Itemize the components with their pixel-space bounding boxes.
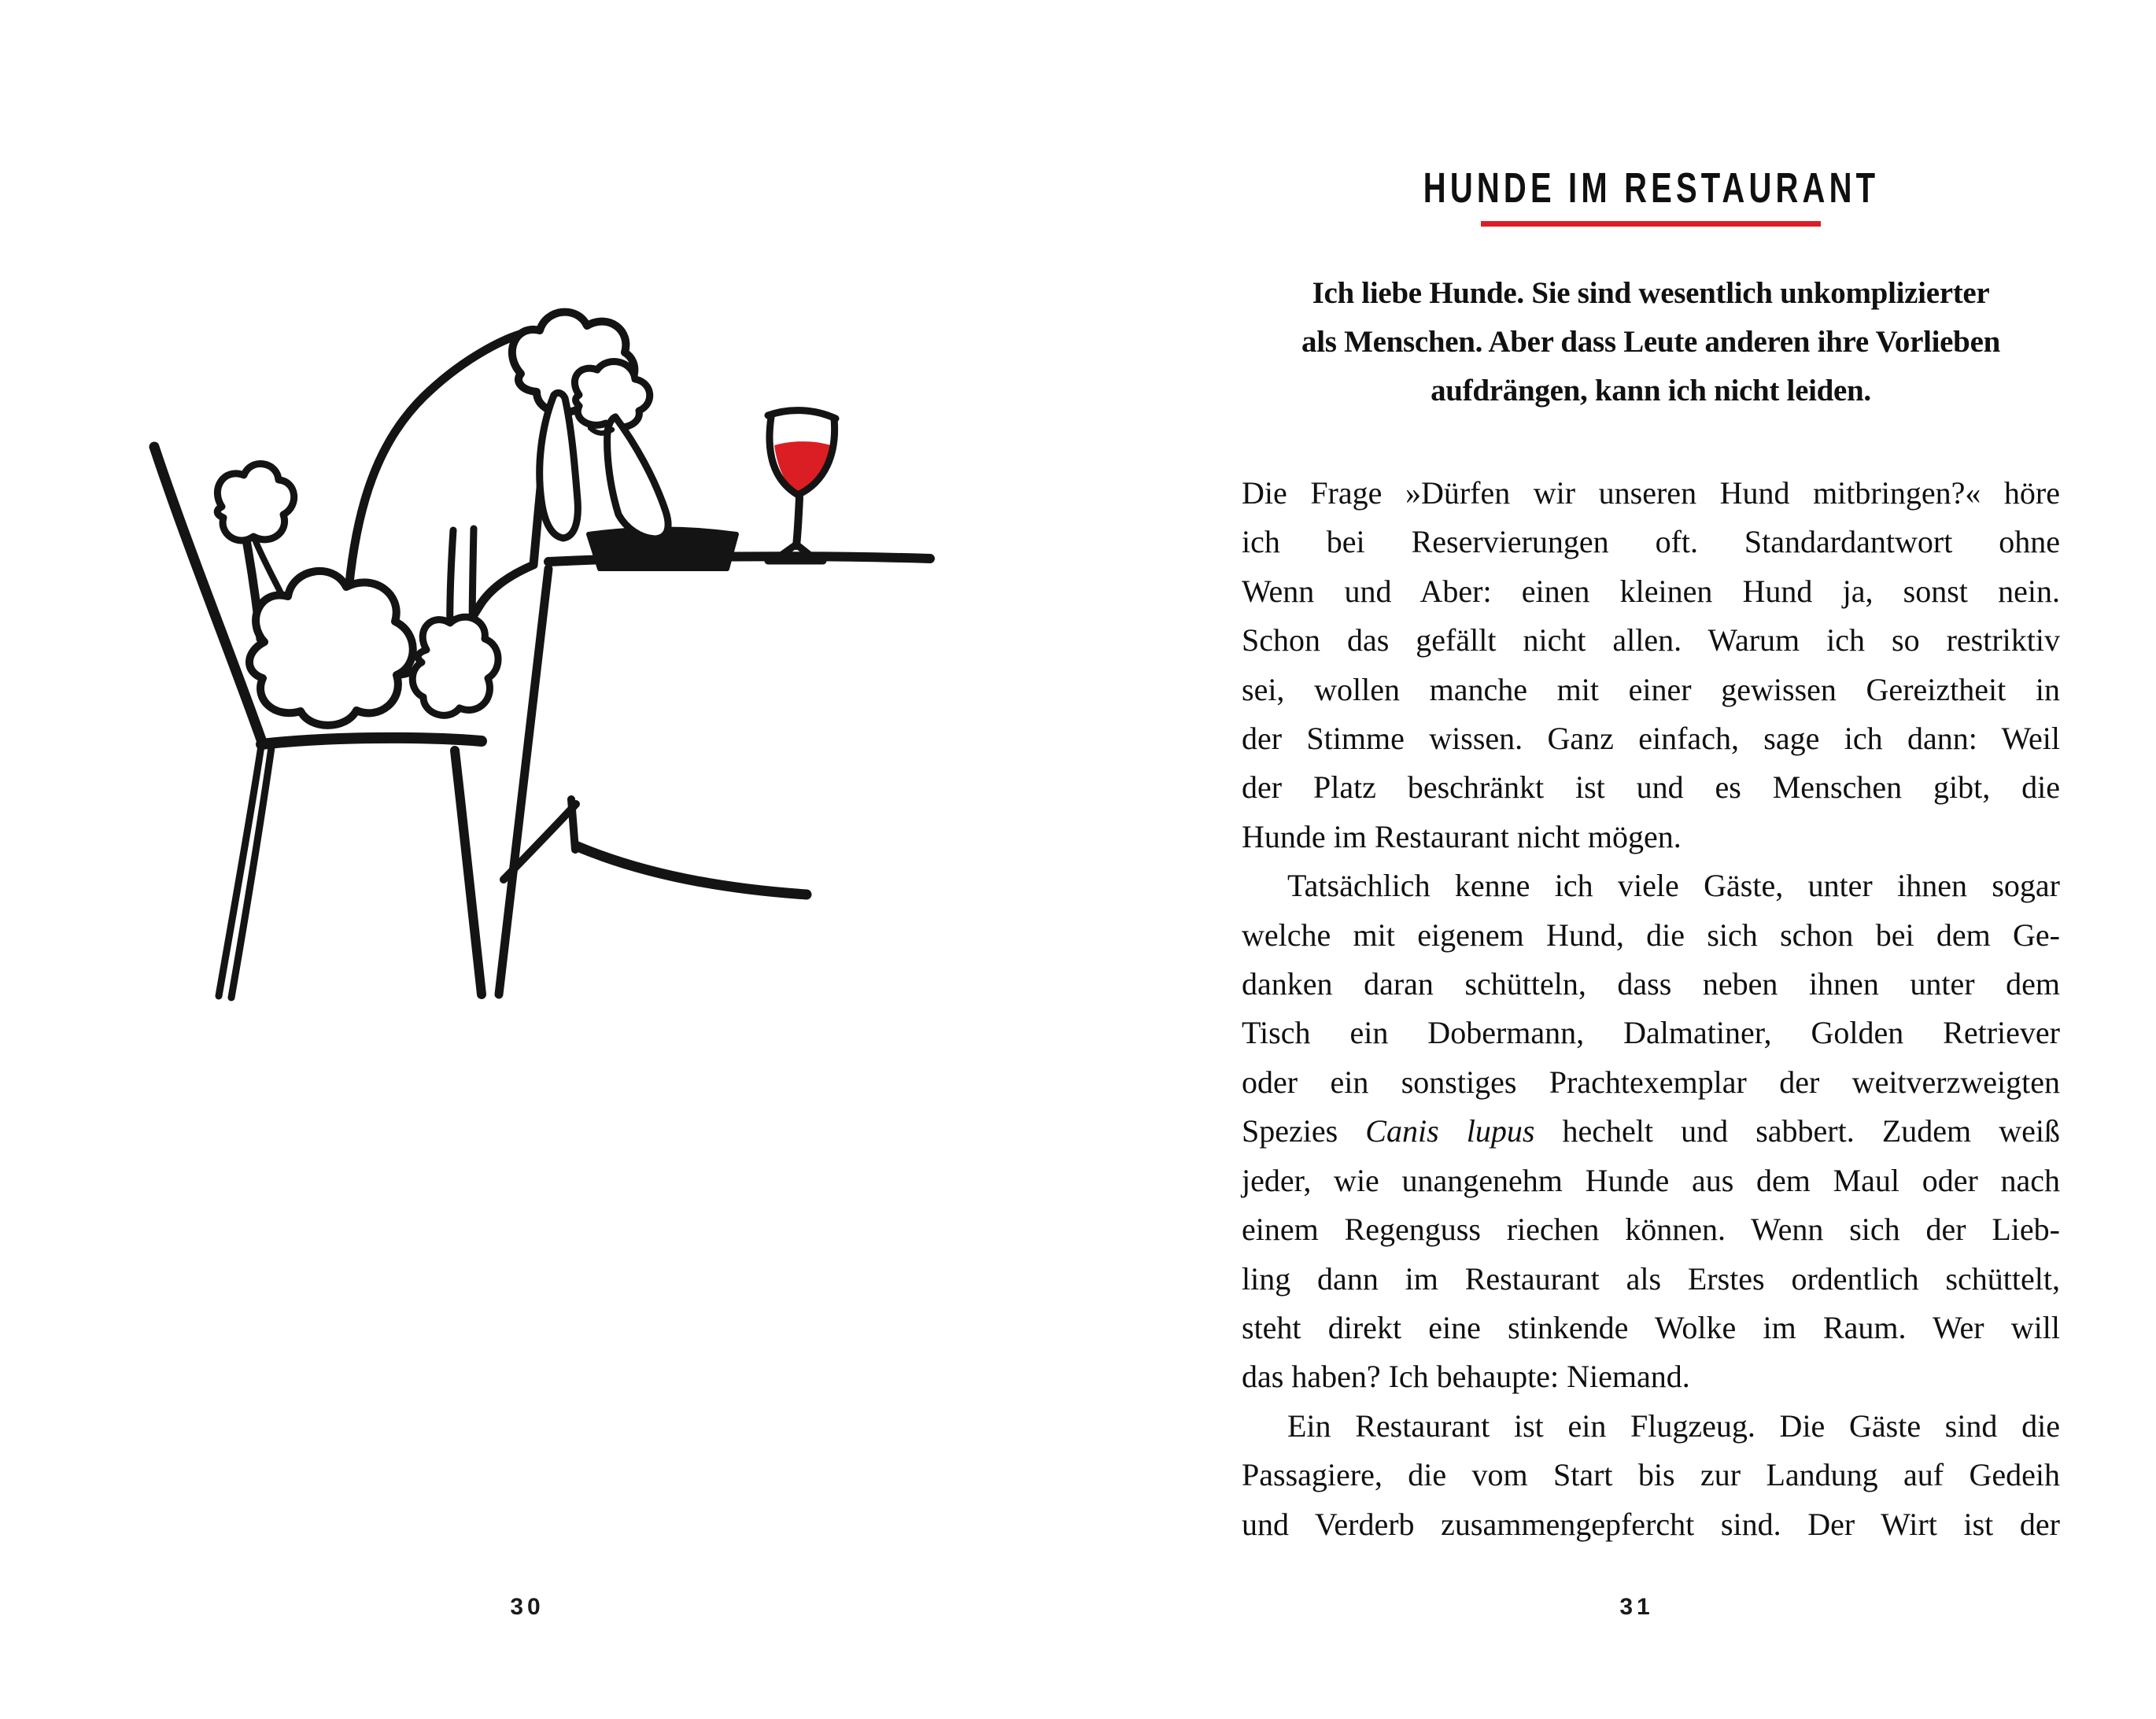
chapter-title: HUNDE IM RESTAURANT xyxy=(1423,164,1879,212)
body-line: sei, wollen manche mit einer gewissen Gereiztheit in xyxy=(1242,671,2060,707)
body-line: oder ein sonstiges Prachtexemplar der weitverzweigten xyxy=(1242,1064,2060,1100)
body-text xyxy=(1242,469,2060,1549)
body-line: Hunde im Restaurant nicht mögen. xyxy=(1242,818,1682,854)
body-line: der Stimme wissen. Ganz einfach, sage ich dann: Weil xyxy=(1242,721,2060,757)
tablecloth-strokes xyxy=(499,569,807,994)
body-line: jeder, wie unangenehm Hunde aus dem Maul oder nach xyxy=(1242,1162,2060,1198)
body-line: Passagiere, die vom Start bis zur Landung auf Gedeih xyxy=(1242,1457,2060,1493)
body-line: danken daran schütteln, dass neben ihnen unter dem xyxy=(1242,966,2060,1002)
paragraph xyxy=(1242,469,2060,861)
paw-pom xyxy=(412,617,498,715)
body-line: ling dann im Restaurant als Erstes ordentlich schüttelt, xyxy=(1242,1260,2060,1297)
body-line: Tisch ein Dobermann, Dalmatiner, Golden Retriever xyxy=(1242,1015,2060,1051)
body-line: Spezies Canis lupus hechelt und sabbert. Zudem weiß xyxy=(1242,1113,2060,1149)
body-line: Tatsächlich kenne ich viele Gäste, unter ihnen sogar xyxy=(1287,868,2060,904)
intro-paragraph xyxy=(1242,269,2060,415)
right-page-column xyxy=(1242,0,2060,1719)
body-line: Ein Restaurant ist ein Flugzeug. Die Gäste sind die xyxy=(1287,1407,2060,1444)
wine-glass-icon xyxy=(768,411,836,561)
body-line: und Verderb zusammengepfercht sind. Der Wirt ist der xyxy=(1242,1506,2060,1542)
intro-line: Ich liebe Hunde. Sie sind wesentlich unkomplizierter xyxy=(1312,276,1990,310)
page-number-left: 30 xyxy=(510,1594,545,1620)
body-line: Schon das gefällt nicht allen. Warum ich so restriktiv xyxy=(1242,622,2060,658)
poodle-muzzle xyxy=(590,417,668,539)
body-line: steht direkt eine stinkende Wolke im Raum. Wer will xyxy=(1242,1309,2060,1345)
poodle xyxy=(217,312,650,725)
body-line: das haben? Ich behaupte: Niemand. xyxy=(1242,1359,1690,1395)
body-line: welche mit eigenem Hund, die sich schon bei dem Ge- xyxy=(1242,917,2060,953)
hip-pom xyxy=(249,571,413,725)
intro-line: als Menschen. Aber dass Leute anderen ihre Vorlieben xyxy=(1301,325,2000,359)
paragraph xyxy=(1242,1402,2060,1549)
eye xyxy=(590,428,612,433)
body-line: der Platz beschränkt ist und es Menschen gibt, die xyxy=(1242,769,2060,806)
poodle-illustration xyxy=(94,299,1023,1023)
tail-pom xyxy=(217,464,293,540)
intro-line: aufdrängen, kann ich nicht leiden. xyxy=(1431,374,1871,408)
body-line: Wenn und Aber: einen kleinen Hund ja, sonst nein. xyxy=(1242,573,2060,609)
body-line: einem Regenguss riechen können. Wenn sich der Lieb- xyxy=(1242,1212,2060,1248)
title-rule xyxy=(1481,221,1821,227)
body-line: ich bei Reservierungen oft. Standardantwort ohne xyxy=(1242,524,2060,560)
body-line: Die Frage »Dürfen wir unseren Hund mitbringen?« höre xyxy=(1242,475,2060,511)
paragraph xyxy=(1242,861,2060,1401)
page-number-right: 31 xyxy=(1619,1594,1654,1620)
